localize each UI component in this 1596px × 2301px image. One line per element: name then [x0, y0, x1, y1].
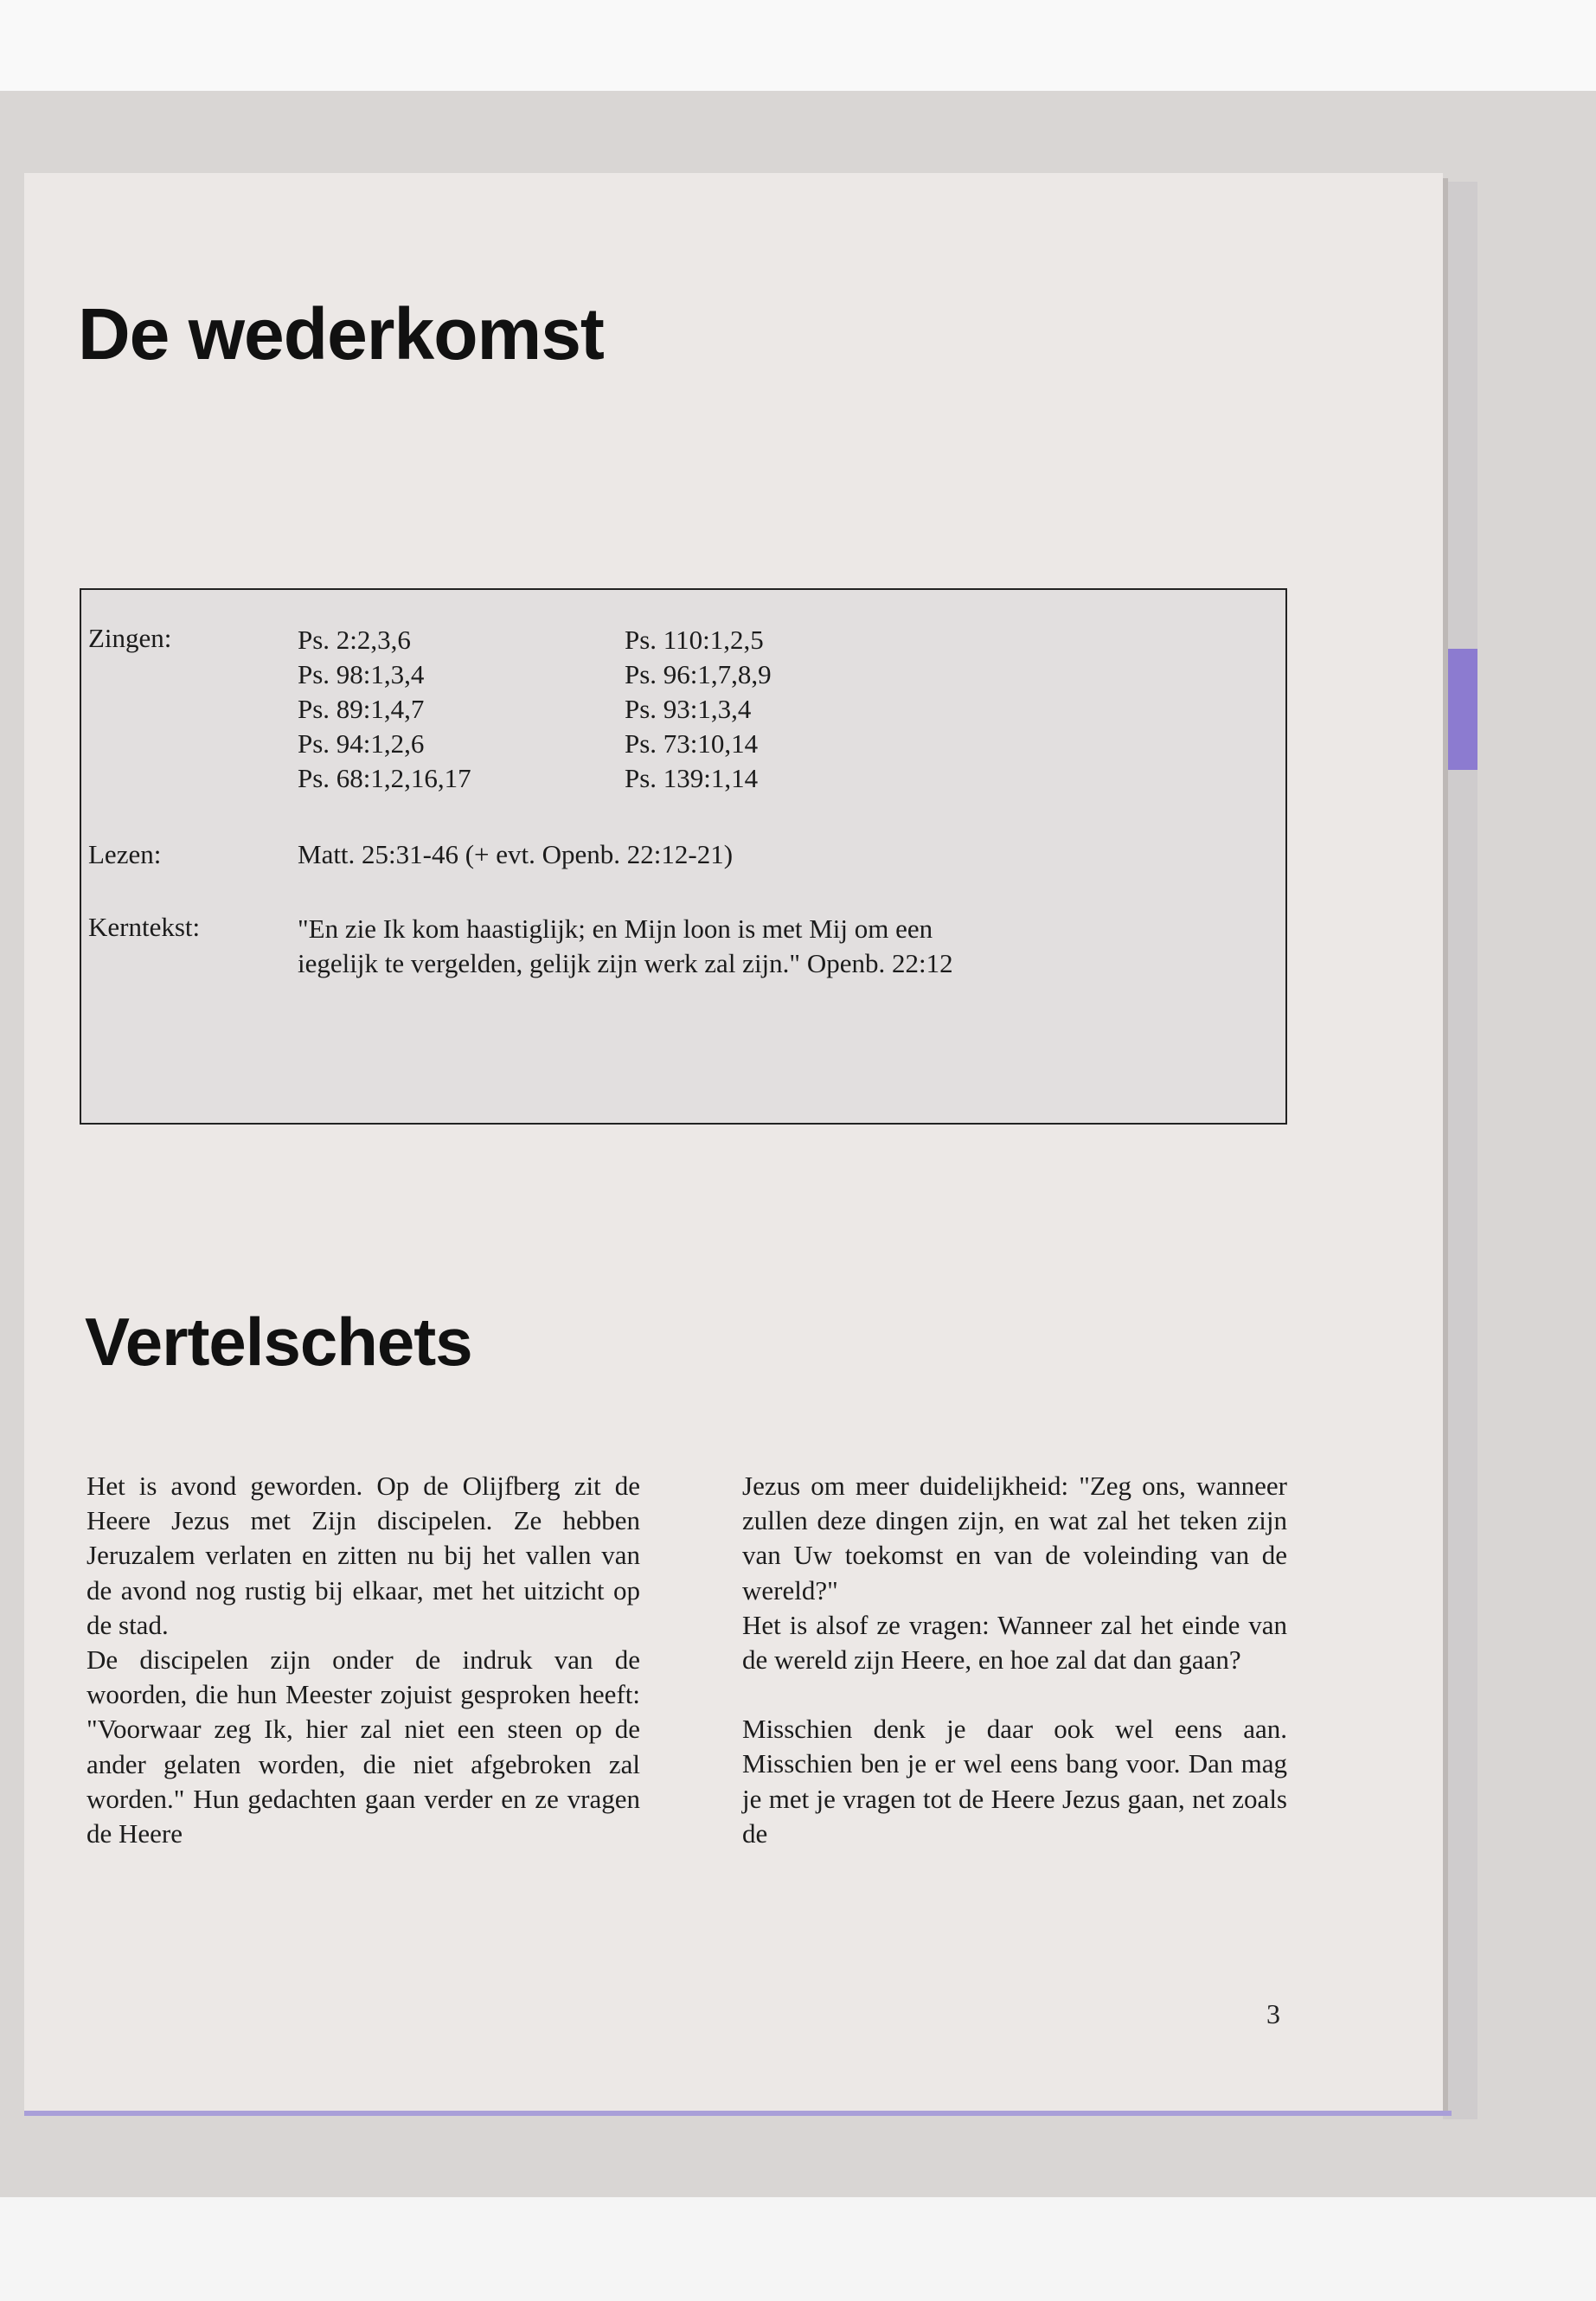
right-text-column — [742, 1469, 1287, 1851]
kerntekst-quote — [298, 912, 953, 981]
section-title: Vertelschets — [85, 1304, 472, 1380]
psalm-item: Ps. 98:1,3,4 — [298, 659, 425, 689]
psalm-item: Ps. 110:1,2,5 — [625, 625, 764, 655]
scan-bottom-band — [0, 2197, 1596, 2301]
paragraph: Jezus om meer duidelijkheid: "Zeg ons, wanneer zullen deze dingen zijn, en wat zal het teken zijn van Uw toekomst en van de voleinding van de wereld?" — [742, 1471, 1287, 1606]
scan-top-band — [0, 0, 1596, 95]
kerntekst-line: iegelijk te vergelden, gelijk zijn werk zal zijn." Openb. 22:12 — [298, 948, 953, 978]
left-text-column — [87, 1469, 640, 1851]
psalm-item: Ps. 89:1,4,7 — [298, 694, 425, 724]
psalm-list-right — [625, 623, 772, 796]
psalm-item: Ps. 68:1,2,16,17 — [298, 763, 471, 793]
psalm-item: Ps. 139:1,14 — [625, 763, 759, 793]
paragraph: Misschien denk je daar ook wel eens aan. Misschien ben je er wel eens bang voor. Dan mag je met je vragen tot de Heere Jezus gaan, net zoals de — [742, 1714, 1287, 1849]
paragraph: De discipelen zijn onder de indruk van de woorden, die hun Meester zojuist gesproken heeft: "Voorwaar zeg Ik, hier zal niet een steen op de ander gelaten worden, die niet afgebroken zal worden." Hun gedachten gaan verder en ze vragen de Heere — [87, 1644, 640, 1849]
psalm-item: Ps. 96:1,7,8,9 — [625, 659, 772, 689]
psalm-item: Ps. 93:1,3,4 — [625, 694, 752, 724]
info-box — [80, 588, 1287, 1125]
kerntekst-label: Kerntekst: — [88, 912, 201, 942]
kerntekst-line: "En zie Ik kom haastiglijk; en Mijn loon is met Mij om een — [298, 913, 933, 944]
paragraph: Het is alsof ze vragen: Wanneer zal het einde van de wereld zijn Heere, en hoe zal dat dan gaan? — [742, 1609, 1287, 1676]
purple-tab-marker — [1446, 649, 1477, 770]
page-title: De wederkomst — [78, 293, 604, 375]
psalm-item: Ps. 2:2,3,6 — [298, 625, 411, 655]
psalm-list-left — [298, 623, 471, 796]
lezen-reference: Matt. 25:31-46 (+ evt. Openb. 22:12-21) — [298, 839, 734, 869]
paragraph-gap — [742, 1677, 1287, 1712]
lezen-label: Lezen: — [88, 839, 162, 869]
psalm-item: Ps. 73:10,14 — [625, 728, 759, 759]
zingen-label: Zingen: — [88, 623, 172, 653]
page-edge — [1443, 182, 1477, 2119]
psalm-item: Ps. 94:1,2,6 — [298, 728, 425, 759]
page-number: 3 — [1266, 1998, 1280, 2029]
bottom-edge-line — [24, 2111, 1452, 2116]
paragraph: Het is avond geworden. Op de Olijfberg zit de Heere Jezus met Zijn discipelen. Ze hebben Jeruzalem verlaten en zitten nu bij het vallen van de avond nog rustig bij elkaar, met het uitzicht op de stad. — [87, 1471, 640, 1640]
